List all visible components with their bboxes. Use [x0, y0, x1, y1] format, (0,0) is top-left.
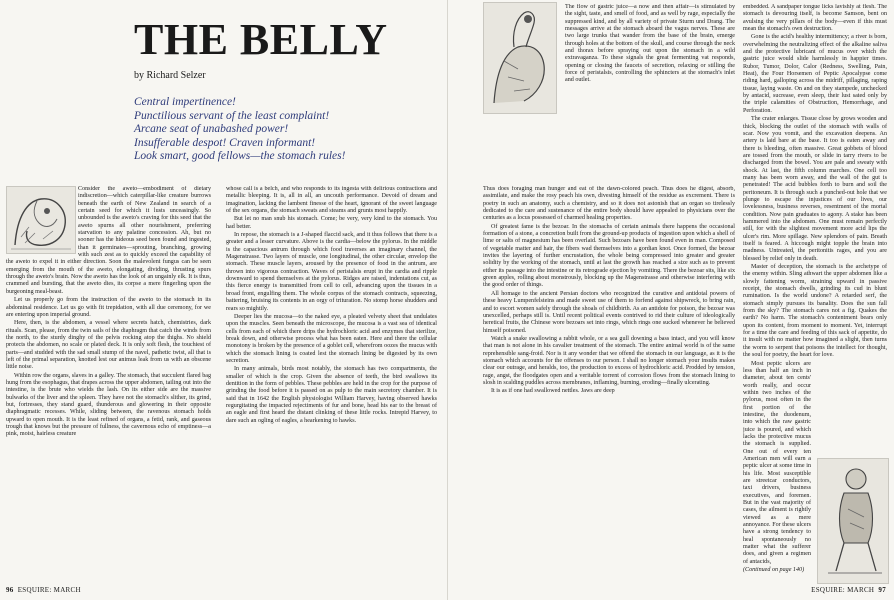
paragraph: Thus does foraging man hunger and eat of the dawn-colored peach. Thus does he digest, absorb, assimilate, and make the rosy peach his own, divesting himself of the residue as excrement. There is poetry in such an anatomy, such a chemistry, and so it does not astonish that an organ so tirelessly dedicated to the care and sustenance of the entire body should have appealed to physicians over the centuries as a locus possessed of charmed healing properties.	[483, 186, 735, 222]
illustration-wrap-space	[6, 186, 78, 256]
paragraph: Watch a snake swallowing a rabbit whole, or a sea gull downing a bass intact, and you will know that man is not alone in his cavalier treatment of the stomach. The entire animal world is of the same reprehensible sang-froid. Nor is it any wonder that we offend the stomach in our language, as it is the stomach which accounts for the offenses to our person. I shall no longer stomach your insults makes clear our outrage, and heralds, too, the production to excess of hydrochloric acid. Prodded by tension, rage, angst, the floodgates open and a veritable torrent of corrosion flows from the stomach lining to slosh in scalding puddles across membranes, inflaming, burning, eroding—finally ulcerating.	[483, 335, 735, 386]
paragraph: Gone is the acid's healthy intermittency; a river is born, overwhelming the neutralizing effect of the alkaline saliva and the protective lubricant of mucus over which the gastric juice would slide harmlessly in happier times. Rubor, Tumor, Dolor, Calor (Redness, Swelling, Pain, Heat), the Four Horsemen of Peptic Apocalypse come riding hard, galloping across the midriff, pillaging, raping tissue, laying waste. On and on they stampede, unchecked by antacid, sucrease, even sleep, their lust sated only by the triple calamities of Obstruction, Hemorrhage, and Perforation.	[743, 34, 887, 114]
paragraph: In many animals, birds most notably, the stomach has two compartments, the smaller of which is the crop. Given the absence of teeth, the bird swallows its dentition in the form of pebbles. These pebbles are held in the crop for the purpose of grinding the food before it is passed on as pulp to the main secretory chamber. It is said that in 1642 the English physiologist William Harvey, having observed hawks regurgitating the impacted rejectiments of fur and bone, head his ear to the breast of an eagle and first heard the distant clinking of these little rocks. Intrepid Harvey, to dare such an ogling of eagles, a hearkening to hawks.	[226, 366, 437, 424]
paragraph: The crater enlarges. Tissue close by grows wooden and thick, blocking the outlet of the stomach with walls of scar. Now you vomit, and the excavation deepens. An artery is laid bare at the base. It too is eaten away and there is bleeding, often massive. Great gobbets of blood are tossed from the mouth, or slide in tarry rivers to be discharged from the bowel. You are pale and sweaty with shock. At last, the fifth column marches. One cell too many has been worn away, and the wall of the gut is penetrated! The acid bubbles forth to burn and soil the peritoneum. It is through such a punched-out hole that we plunge to escape the injustices of our lives, our lovelessness, business reverses, resentment of the mortal condition. Now pain graduates to agony. A stake has been hammered into the abdomen. One must remain perfectly still, for with the slightest movement more acid lips the ulcer's rim. More spillage. New splendors of pain. Breath itself is feared. A hiccough might topple the brain into madness. Untreated, the peritonitis rages, and you are blessed by relief only in death.	[743, 116, 887, 262]
paragraph: In repose, the stomach is a J-shaped flaccid sack, and it thus follows that there is a greater and a lesser curvature. Above is the cardia—below the pylorus. In the middle is the capacious antrum through which food traverses an imaginary channel, the Magenstrasse. Two layers of muscle, one longitudinal, the other circular, envelop the stomach. These muscle layers, aroused by the presence of food in the antrum, are thrown into vigorous contraction. Waves of peristalsis erupt in the cardia and ripple downward to spend themselves at the pylorus. Ridges are raised, indentations cut, as this fierce energy is transmitted from cell to cell, advancing upon the tissues in a broad front, engulfing them. The whole corpus of the stomach contracts, squeezing, battering, bruising its contents in an orgy of trituration. No stomp horse shudders and rears so mightily.	[226, 232, 437, 312]
right-column-2	[743, 4, 887, 582]
deck-line: Insufferable despot! Craven informant!	[134, 136, 316, 149]
deck-line: Arcane seat of unabashed power!	[134, 123, 289, 135]
paragraph: Master of deception, the stomach is the archetype of the enemy within. Sling athwart the upper abdomen like a slowly fattening worm, straining upward in passive receipt, the stomach dwells, grinding its cud in blunt rumination. Is the world undone? A retarded serf, the stomach simply pursues its banality. Does the sun fall from the sky? The stomach cares not a fig. Quakes the earth? No harm. The stomach's contentment bears only upon its content, from moment to moment. Yet, interrupt for a time the care and feeding of this sack of appetite, do it insult with no matter how imagined a slight, then turns the worm to serpent that poisons the intellect for thought, the soul for poetry, the heart for love.	[743, 264, 887, 359]
page-number: 96	[6, 586, 14, 594]
hand-holding-figure-illustration	[483, 2, 557, 114]
folio-label: ESQUIRE: MARCH	[811, 586, 875, 594]
deck-line: Look smart, good fellows—the stomach rules!	[134, 150, 346, 162]
paragraph: Of greatest fame is the bezoar. In the stomachs of certain animals there happens the occasional formation of a stone, a concretion built from the ground-up products of ingestion upon which a shell of lime or salts of magnesium has been overlaid. Such bezoars have been found even in man. Composed of vegetable matter and hair, the fibers wad themselves into a gordian knot. Once formed, the bezoar invites the layering of further encrustation, the whole being compressed into greater and greater solidity by the working of the stomach, until at last the growth has reached a size such as to prevent either its passage into the intestine or its retrograde ejection by vomiting. There the bezoar sits, like six green apples, rolling about monstrously, blocking up the Magenstrasse and otherwise interfering with the good order of things.	[483, 223, 735, 289]
folio-left	[6, 586, 81, 594]
paragraph: Deeper lies the mucosa—to the naked eye, a pleated velvety sheet that undulates upon the muscles. Seen beneath the microscope, the mucosa is a vast sea of identical cells from each of which there drips the hydrochloric acid and enzymes that sterilize, break down, and otherwise process what has been eaten. Here and there the cellular monotony is broken by the presence of a goblet cell, wherefrom oozes the mucus with which the stomach lining is coated lest the stomach lining be digested by its own secretion.	[226, 313, 437, 364]
page-number: 97	[878, 586, 886, 594]
folio-right	[811, 586, 886, 594]
paragraph: All homage to the ancient Persian doctors who recognized the curative and antidotal powers of these heavy Lumpenfelsteins and made sweet use of them to forfend against shipwreck, to bring rain, and to escort women safely through the shoals of childbirth. As an antidote for poison, the bezoar was unexcelled, perhaps still is. Until recent political events contrived to rid their culture of ideologically heretical fruits, the Chinese wore bezoars set into rings, which rings one sucked whenever he believed himself poisoned.	[483, 290, 735, 334]
paragraph: Here, then, is the abdomen, a vessel where secrets hatch, chemistries, dark rituals. Scan, please, from the twin sails of the diaphragm that catch the winds from the north, to the sturdy dinghy of the pelvis rocking atop the thighs. No shield protects the abdomen, no scale or plated deck. It is only soft flesh, the touchiest of parts—and studded with the sad small stump of the navel, pathetic twist, all that is left of the primal separation, knotted lest our animus leak from us with an obscene little noise.	[6, 320, 211, 371]
paragraph: It is as if one had swallowed nettles. Jaws are deep	[491, 388, 615, 395]
right-page	[447, 0, 894, 600]
paragraph: whose call is a belch, and who responds to its ingesta with delirious contractions and metallic bleeping. It is, all in all, an uncouth performance. Devoid of dream and imagination, lacking the lambent finesse of the heart, ignorant of the sweet language of the sex organs, the stomach sweats and steams and grunts most happily.	[226, 186, 437, 215]
left-column-2	[226, 186, 437, 586]
paragraph: Within row the organs, slaves in a galley. The stomach, that succulent flared bag hung from the esophagus, that drapes across the upper abdomen, tailing out into the intestine, is the brute who wields the lash. On its either side are the massive bulwarks of the liver and the spleen. They have not the stomach's slither, its grind, but, fortresses, they stand guard, thunderous and glowering in their opposite diaphragmatic recesses. While, sliding between, the ravenous stomach holds upward to open mouth. It is the least refined of organs, a fetid, rank, and gaseous trough that knows but the pressure of fullness, the cavernous echo of emptiness—a pink, moist, hairless creature	[6, 372, 211, 438]
right-column-1	[483, 186, 735, 586]
byline: by Richard Selzer	[134, 70, 206, 81]
deck-line: Punctilious servant of the least complaint!	[134, 109, 330, 122]
hand-figure-drawing	[484, 3, 556, 113]
left-column-1	[6, 186, 211, 586]
folio-label: ESQUIRE: MARCH	[17, 586, 81, 594]
right-column-1-top	[565, 4, 735, 182]
article-title: THE BELLY	[134, 15, 388, 64]
paragraph: Let us properly go from the instruction of the aweto to the stomach in its abdominal residence. Let us go with fit trepidation, with all due ceremony, for we are entering upon imperial ground.	[6, 297, 211, 318]
continued-note: (Continued on page 140)	[743, 567, 805, 574]
paragraph: But let no man snub his stomach. Come; be very, very kind to the stomach. You had better.	[226, 216, 437, 230]
deck-line: Central impertinence!	[134, 96, 236, 108]
paragraph: embedded. A sandpaper tongue licks lavishly at flesh. The stomach is devouring itself, is become Samson, bent on avulsing the very pillars of the body—even if this must mean the stomach's own destruction.	[743, 4, 887, 33]
paragraph: The flow of gastric juice—a now and then affair—is stimulated by the sight, taste, and smell of food, and as well by rage, especially the suppressed kind, and by all variety of private Sturm und Drang. The messages arrive at the stomach aboard the vagus nerves. These are two large trunks that wander from the base of the brain, emerge through holes at the bottom of the skull, and course through the neck and thorax before spraying out upon the stomach in a wild extravaganza. To these signals the great fermenting vat responds, opening or closing the faucets of secretion, relaxing or stilling the force of peristalsis, controlling the sphincters at the stomach's inlet and outlet.	[565, 4, 735, 84]
paragraph: Most peptic ulcers are less than half an inch in diameter, about ten cents' worth really, and occur within two inches of the pylorus, most often in the first portion of the intestine, the duodenum, into which the raw gastric juice is poured, and which lacks the protective mucus the stomach is supplied. One out of every ten American men will earn a peptic ulcer at some time in his life. Most susceptible are streetcar conductors, taxi drivers, business executives, and foremen. But in the vast majority of cases, the ailment is rightly viewed as a mere annoyance. For these ulcers have a strong tendency to heal spontaneously no matter what the sufferer does, and given a regimen of antacids,	[743, 360, 811, 565]
deck	[134, 96, 434, 164]
paragraph: Consider the aweto—embodiment of dietary indiscretion—which caterpillar-like creature burrows beneath the earth of New Zealand in search of a certain seed for which it lusts unceasingly. So unbounded is the aweto's craving for this seed that the aweto spurns all other nourishment, preferring starvation to any palatine concession. Ah, but no sooner has the hideous seed been found and ingested, than it germinates—sprouting, branching, growing with such zest as to quickly exceed the capability of the aweto to expel it in either direction. Soon the malevolent fungus can be seen emerging from the mouth of the aweto, elongating, dividing, thrusting spurs through the aweto's brain. Now the aweto has the look of an ungainly elk. It is thus, crammed and bursting, that the aweto dies, its corpse a mere fingerling upon the burgeoning meal-beast.	[6, 186, 211, 295]
